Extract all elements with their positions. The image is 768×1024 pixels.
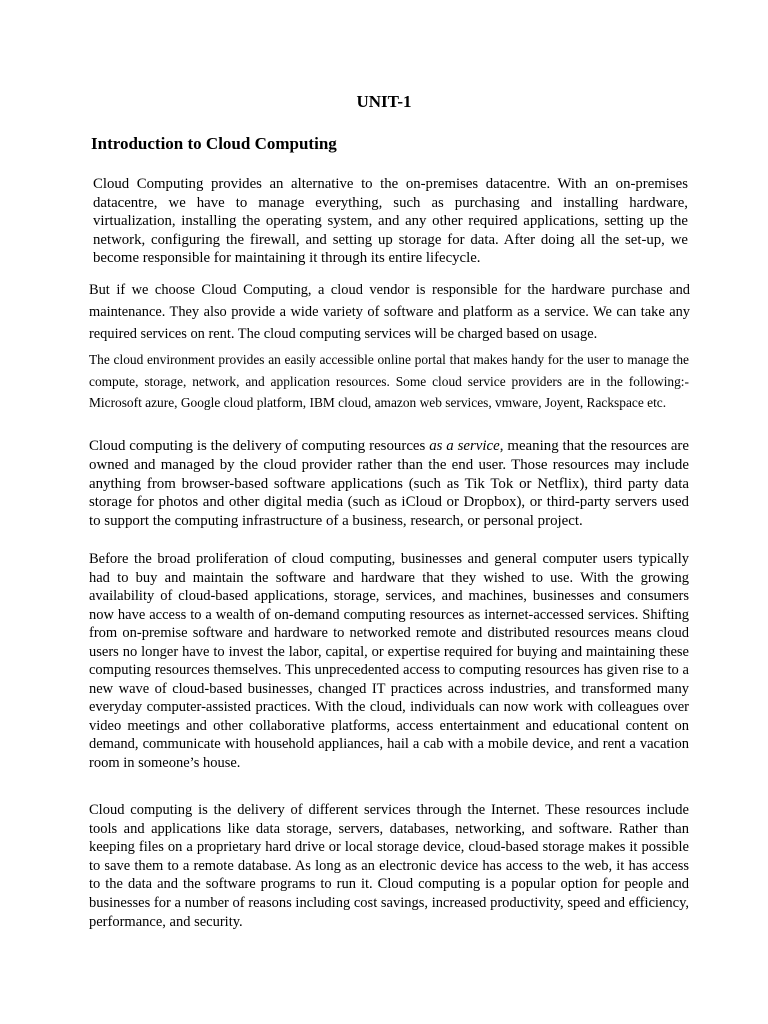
text-segment: , meaning that the resources are owned and managed by the cloud provider rather than the end user. Those resources may include anything from browser-based software applications (such as Tik Tok or Netflix), third party data storage for photos and other digital media (such as iCloud or Dropbox), or third-party servers used to support the computing infrastructure of a business, research, or personal project. bbox=[89, 438, 689, 530]
paragraph-on-premises: Cloud Computing provides an alternative to the on-premises datacentre. With an on-premises datacentre, we have to manage everything, such as purchasing and installing hardware, virtualization, installing the operating system, and any other required applications, setting up the network, configuring the firewall, and setting up storage for data. After doing all the set-up, we become responsible for maintaining it through its entire lifecycle. bbox=[93, 176, 688, 267]
text-segment: Cloud computing is the delivery of computing resources bbox=[89, 438, 430, 454]
page-title: Introduction to Cloud Computing bbox=[91, 134, 337, 153]
emphasis-text: as a service bbox=[429, 438, 500, 454]
paragraph-delivery-of-services: Cloud computing is the delivery of different services through the Internet. These resources include tools and applications like data storage, servers, databases, networking, and software. Rather than keeping files on a proprietary hard drive or local storage device, cloud-based storage makes it possible to save them to a remote database. As long as an electronic device has access to the web, it has access to the data and the software programs to run it. Cloud computing is a popular option for people and businesses for a number of reasons including cost savings, increased productivity, speed and efficiency, performance, and security. bbox=[89, 802, 689, 930]
paragraph-cloud-vendor: But if we choose Cloud Computing, a cloud vendor is responsible for the hardware purchase and maintenance. They also provide a wide variety of software and platform as a service. We can take any required services on rent. The cloud computing services will be charged based on usage. bbox=[89, 282, 690, 343]
paragraph-proliferation: Before the broad proliferation of cloud computing, businesses and general computer users typically had to buy and maintain the software and hardware that they wished to use. With the growing availability of cloud-based applications, storage, services, and machines, businesses and consumers now have access to a wealth of on-demand computing resources as internet-accessed services. Shifting from on-premise software and hardware to networked remote and distributed resources means cloud users no longer have to invest the labor, capital, or expertise required for buying and maintaining these computing resources themselves. This unprecedented access to computing resources has given rise to a new wave of cloud-based businesses, changed IT practices across industries, and transformed many everyday computer-assisted practices. With the cloud, individuals can now work with colleagues over video meetings and other collaborative platforms, access entertainment and educational content on demand, communicate with household appliances, hail a cab with a mobile device, and rent a vacation room in someone’s house. bbox=[89, 551, 689, 771]
paragraph-cloud-environment: The cloud environment provides an easily accessible online portal that makes handy for the user to manage the compute, storage, network, and application resources. Some cloud service providers are in the following:- Microsoft azure, Google cloud platform, IBM cloud, amazon web services, vmware, Joyent, Rackspace etc. bbox=[89, 352, 689, 410]
unit-heading: UNIT-1 bbox=[356, 92, 412, 111]
paragraph-delivery-of-resources bbox=[89, 437, 689, 531]
